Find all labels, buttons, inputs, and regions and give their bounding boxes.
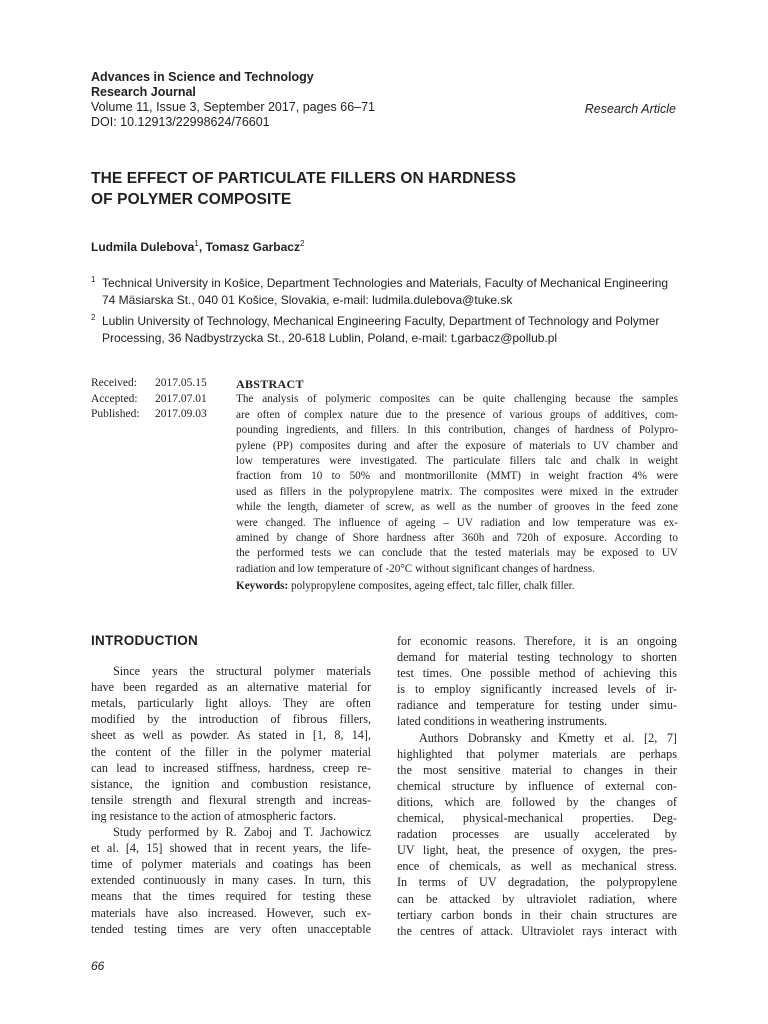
section-heading: INTRODUCTION	[91, 633, 199, 648]
body-text-line: sistance, the ignition and combustion resistance,	[91, 776, 371, 791]
article-dates	[91, 376, 207, 423]
abstract-line: pylene (PP) composites during and after the exposure of materials to UV chamber and	[236, 439, 678, 452]
affiliation	[91, 275, 686, 308]
keywords-text: polypropylene composites, ageing effect, talc filler, chalk filler.	[288, 580, 575, 592]
abstract-line: were changed. The influence of ageing – UV radiation and low temperature was ex-	[236, 516, 678, 529]
body-text-line: for economic reasons. Therefore, it is an ongoing	[397, 634, 677, 648]
body-text-line: tertiary carbon bonds in their chain structures are	[397, 907, 677, 922]
body-text-line: chemical structure by influence of external con-	[397, 778, 677, 793]
body-text-line: Study performed by R. Zaboj and T. Jachowicz	[113, 825, 371, 840]
body-text-line: sheet as well as powder. As stated in [1, 8, 14],	[91, 728, 371, 743]
affiliation-line: 74 Mäsiarska St., 040 01 Košice, Slovakia, e-mail: ludmila.dulebova@tuke.sk	[102, 292, 513, 307]
date-value: 2017.09.03	[155, 408, 207, 420]
body-text-line: UV light, heat, the presence of oxygen, the pres-	[397, 843, 677, 858]
date-row	[91, 407, 207, 423]
body-text-line: Authors Dobransky and Kmetty et al. [2, 7]	[419, 730, 677, 745]
body-text-line: is to employ significantly increased levels of ir-	[397, 682, 677, 697]
body-text-line: metals, particularly light alloys. They are often	[91, 696, 371, 711]
affiliations	[91, 275, 686, 351]
page-number: 66	[91, 959, 105, 973]
abstract-line: amined by change of Shore hardness after 360h and 720h of exposure. According to	[236, 532, 678, 545]
right-column	[397, 633, 677, 939]
body-text-line: test times. One possible method of achieving this	[397, 666, 677, 681]
abstract-line: are often of complex nature due to the presence of various groups of additives, com-	[236, 408, 678, 421]
author-affil-mark: 1	[194, 239, 199, 248]
body-text-line: highlighted that polymer materials are perhaps	[397, 746, 677, 761]
abstract-line: used as fillers in the polypropylene matrix. The composites were mixed in the extruder	[236, 485, 678, 498]
date-label: Received:	[91, 377, 137, 389]
body-text-line: Since years the structural polymer materials	[113, 664, 371, 679]
author-name: Ludmila Dulebova	[91, 240, 195, 254]
journal-info	[91, 70, 511, 130]
body-text-line: lated conditions in weathering instruments.	[397, 714, 608, 729]
journal-volume: Volume 11, Issue 3, September 2017, pages 66–71	[91, 100, 375, 114]
journal-name-line2: Research Journal	[91, 85, 196, 99]
date-value: 2017.07.01	[155, 392, 207, 405]
body-text-line: materials have also increased. However, such ex-	[91, 905, 371, 920]
body-text-line: extended continuously in many cases. In turn, this	[91, 873, 371, 888]
affiliation-line: Processing, 36 Nadbystrzycka St., 20-618 Lublin, Poland, e-mail: t.garbacz@pollub.pl	[102, 330, 558, 345]
body-text-line: et al. [4, 15] showed that in recent years, the life-	[91, 841, 371, 856]
keywords-label: Keywords:	[236, 580, 289, 592]
author-list: Ludmila Dulebova$^1$, Tomasz Garbacz$^2$	[91, 239, 305, 254]
journal-name: Advances in Science and Technology	[91, 70, 314, 84]
journal-doi[interactable]: DOI: 10.12913/22998624/76601	[91, 115, 270, 129]
body-text-line: In terms of UV degradation, the polypropylene	[397, 875, 677, 890]
body-text-line: the centres of attack. Ultraviolet rays interact with	[397, 923, 677, 938]
abstract-line: The analysis of polymeric composites can be quite challenging because the samples	[236, 393, 678, 406]
abstract-heading: ABSTRACT	[236, 377, 304, 391]
body-text-line: the content of the filler in the polymer material	[91, 744, 371, 759]
date-row	[91, 376, 207, 392]
author-affil-mark: 2	[299, 239, 305, 248]
affiliation-line: Lublin University of Technology, Mechanical Engineering Faculty, Department of Technology and Polymer	[102, 314, 660, 328]
affiliation-number: 1	[91, 275, 96, 284]
keywords	[236, 580, 678, 592]
abstract-line: radiation and low temperature of -20°C without significant changes of hardness.	[236, 562, 595, 575]
body-text-line: chemical, physical-mechanical properties. Deg-	[397, 811, 677, 826]
body-text-line: tended testing times are very often unacceptable	[91, 921, 371, 936]
body-text-line: demand for material testing technology to shorten	[397, 650, 677, 665]
abstract	[236, 377, 678, 577]
title-line: OF POLYMER COMPOSITE	[91, 191, 292, 208]
left-column	[91, 633, 371, 937]
title-line: THE EFFECT OF PARTICULATE FILLERS ON HARDNESS	[91, 170, 517, 187]
date-label: Published:	[91, 408, 140, 420]
body-text-line: radation processes are usually accelerated by	[397, 827, 677, 842]
body-text-line: can be attacked by ultraviolet radiation, where	[397, 891, 677, 906]
date-row	[91, 392, 207, 408]
body-text-line: ing resistance to the action of atmospheric factors.	[91, 808, 337, 823]
abstract-line: fraction from 10 to 50% and montmorillonite (MMT) in weight fraction 4% were	[236, 470, 678, 483]
body-text-line: the most sensitive material to changes in their	[397, 762, 677, 777]
abstract-line: pounding ingredients, and fillers. In this contribution, changes of hardness of Polypro-	[236, 424, 678, 437]
author-name: Tomasz Garbacz	[205, 240, 300, 254]
date-label: Accepted:	[91, 392, 138, 405]
body-text-line: radiance and temperature for testing under simu-	[397, 698, 677, 713]
affiliation-line: Technical University in Košice, Department Technologies and Materials, Faculty of Mechanical Engineering	[102, 276, 669, 290]
abstract-line: the performed tests we can conclude that the tested materials may be exposed to UV	[236, 547, 678, 560]
abstract-line: low temperatures were investigated. The particulate fillers talc and chalk in weight	[236, 455, 678, 468]
body-text-line: means that the times required for testing these	[91, 889, 371, 904]
article-type: Research Article	[584, 102, 676, 116]
body-text-line: can lead to increased stiffness, hardness, creep re-	[91, 760, 371, 775]
affiliation	[91, 313, 686, 346]
abstract-line: while the length, diameter of screw, as well as the number of grooves in the feed zone	[236, 501, 678, 514]
body-text-line: ditions, which are followed by the changes of	[397, 794, 677, 809]
date-value: 2017.05.15	[155, 377, 207, 389]
body-text-line: ence of chemicals, as well as mechanical stress.	[397, 859, 677, 874]
affiliation-number: 2	[91, 313, 96, 322]
paper-title	[91, 168, 611, 210]
body-text-line: tensile strength and flexural strength and increas-	[91, 792, 371, 807]
body-text-line: have been regarded as an alternative material for	[91, 680, 371, 695]
body-text-line: time of polymer materials and coatings has been	[91, 857, 371, 872]
body-text-line: modified by the introduction of fibrous fillers,	[91, 712, 371, 727]
